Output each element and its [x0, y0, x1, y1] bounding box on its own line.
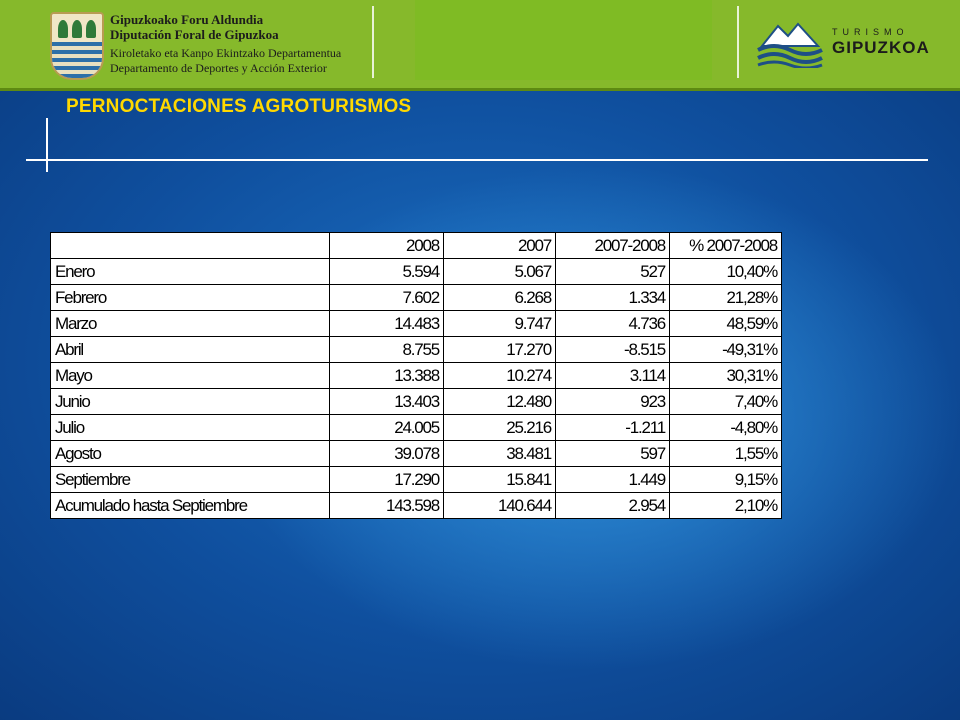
- header-cell-2007: 2007: [444, 233, 556, 259]
- org-name-basque: Gipuzkoako Foru Aldundia: [110, 12, 264, 27]
- cell-percent: 7,40%: [670, 389, 782, 415]
- table-row: [51, 285, 782, 311]
- row-label: Mayo: [51, 363, 330, 389]
- cell-percent: 9,15%: [670, 467, 782, 493]
- cell-difference: 2.954: [556, 493, 670, 519]
- cell-difference: 923: [556, 389, 670, 415]
- header-cell-empty: [51, 233, 330, 259]
- cell-2008: 8.755: [330, 337, 444, 363]
- table-row: [51, 259, 782, 285]
- row-label: Agosto: [51, 441, 330, 467]
- table-header-row: [51, 233, 782, 259]
- row-label: Junio: [51, 389, 330, 415]
- header-cell-2008: 2008: [330, 233, 444, 259]
- dept-name-spanish: Departamento de Deportes y Acción Exterior: [110, 61, 327, 75]
- cell-percent: 10,40%: [670, 259, 782, 285]
- decorative-vertical-rule: [46, 118, 48, 172]
- cell-2007: 9.747: [444, 311, 556, 337]
- cell-2007: 25.216: [444, 415, 556, 441]
- cell-2007: 10.274: [444, 363, 556, 389]
- cell-2008: 17.290: [330, 467, 444, 493]
- cell-percent: -4,80%: [670, 415, 782, 441]
- header-center-panel: [415, 0, 712, 80]
- cell-difference: 4.736: [556, 311, 670, 337]
- brand-big-text: GIPUZKOA: [832, 38, 930, 57]
- cell-difference: -1.211: [556, 415, 670, 441]
- header-band: [0, 0, 960, 91]
- cell-percent: 2,10%: [670, 493, 782, 519]
- cell-2008: 39.078: [330, 441, 444, 467]
- cell-2008: 13.403: [330, 389, 444, 415]
- decorative-horizontal-rule: [26, 159, 928, 161]
- coat-of-arms-logo: [50, 12, 104, 80]
- table-row: [51, 415, 782, 441]
- row-label: Septiembre: [51, 467, 330, 493]
- page-title: PERNOCTACIONES AGROTURISMOS: [66, 96, 412, 117]
- row-label: Julio: [51, 415, 330, 441]
- table-row: [51, 389, 782, 415]
- cell-2007: 6.268: [444, 285, 556, 311]
- turismo-gipuzkoa-logo: [832, 26, 930, 58]
- table-row: [51, 311, 782, 337]
- cell-percent: 30,31%: [670, 363, 782, 389]
- cell-difference: 597: [556, 441, 670, 467]
- cell-2008: 14.483: [330, 311, 444, 337]
- cell-difference: -8.515: [556, 337, 670, 363]
- overnight-stays-table: [50, 232, 782, 519]
- cell-2007: 140.644: [444, 493, 556, 519]
- cell-2007: 15.841: [444, 467, 556, 493]
- cell-percent: 1,55%: [670, 441, 782, 467]
- cell-2007: 38.481: [444, 441, 556, 467]
- row-label: Enero: [51, 259, 330, 285]
- organization-name: [110, 12, 341, 76]
- row-label: Abril: [51, 337, 330, 363]
- cell-percent: -49,31%: [670, 337, 782, 363]
- org-name-spanish: Diputación Foral de Gipuzkoa: [110, 27, 279, 42]
- row-label: Febrero: [51, 285, 330, 311]
- cell-difference: 527: [556, 259, 670, 285]
- row-label: Acumulado hasta Septiembre: [51, 493, 330, 519]
- brand-small-text: TURISMO: [832, 27, 909, 37]
- table-row: [51, 337, 782, 363]
- row-label: Marzo: [51, 311, 330, 337]
- cell-difference: 1.334: [556, 285, 670, 311]
- cell-2007: 17.270: [444, 337, 556, 363]
- cell-2008: 143.598: [330, 493, 444, 519]
- table-row-total: [51, 493, 782, 519]
- header-cell-difference: 2007-2008: [556, 233, 670, 259]
- cell-2008: 5.594: [330, 259, 444, 285]
- cell-difference: 1.449: [556, 467, 670, 493]
- dept-name-basque: Kiroletako eta Kanpo Ekintzako Departamentua: [110, 46, 342, 60]
- cell-2008: 24.005: [330, 415, 444, 441]
- turismo-wave-icon: [756, 16, 826, 68]
- cell-difference: 3.114: [556, 363, 670, 389]
- table-row: [51, 467, 782, 493]
- table-row: [51, 363, 782, 389]
- header-cell-percent: % 2007-2008: [670, 233, 782, 259]
- cell-percent: 21,28%: [670, 285, 782, 311]
- header-divider: [737, 6, 739, 78]
- cell-percent: 48,59%: [670, 311, 782, 337]
- cell-2008: 7.602: [330, 285, 444, 311]
- cell-2008: 13.388: [330, 363, 444, 389]
- table-row: [51, 441, 782, 467]
- header-divider: [372, 6, 374, 78]
- cell-2007: 12.480: [444, 389, 556, 415]
- cell-2007: 5.067: [444, 259, 556, 285]
